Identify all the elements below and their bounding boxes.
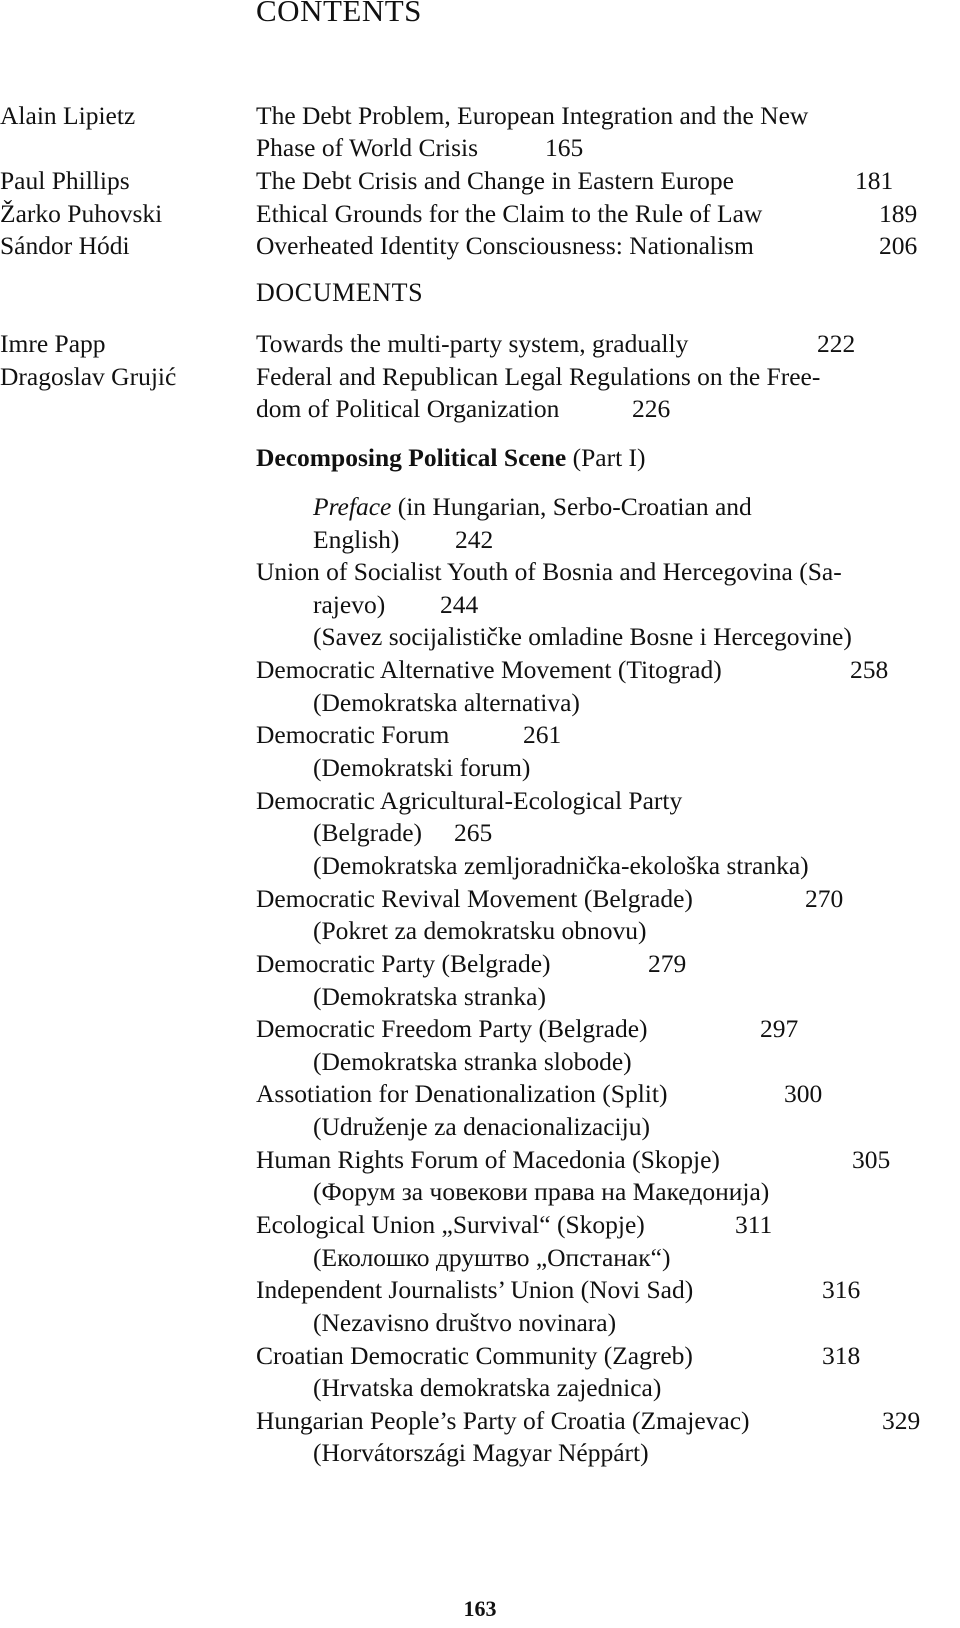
- party-page: 316: [822, 1275, 861, 1304]
- documents-heading: DOCUMENTS: [256, 278, 424, 307]
- party-original: (Nezavisno društvo novinara): [313, 1308, 617, 1337]
- party-name: Human Rights Forum of Macedonia (Skopje): [256, 1145, 720, 1174]
- document-page: 222: [817, 329, 856, 358]
- scene-title: Decomposing Political Scene: [256, 443, 567, 472]
- party-original: (Udruženje za denacionalizaciju): [313, 1112, 650, 1141]
- party-original: (Форум за човекови права на Македонија): [313, 1177, 770, 1206]
- document-author: Dragoslav Grujić: [0, 362, 177, 391]
- entry-page: 181: [855, 166, 894, 195]
- document-title: Towards the multi-party system, gradually: [256, 329, 689, 358]
- party-name: Democratic Revival Movement (Belgrade): [256, 884, 693, 913]
- page-number: 163: [463, 1596, 497, 1621]
- party-original: (Horvátországi Magyar Néppárt): [313, 1438, 649, 1467]
- party-original: (Demokratski forum): [313, 753, 531, 782]
- entry-title-cont: Phase of World Crisis: [256, 133, 479, 162]
- entry-page: 206: [879, 231, 918, 260]
- preface-line: [313, 490, 752, 523]
- party-page: 300: [784, 1079, 823, 1108]
- party-page: 297: [760, 1014, 799, 1043]
- party-original: (Hrvatska demokratska zajednica): [313, 1373, 662, 1402]
- party-name: Democratic Freedom Party (Belgrade): [256, 1014, 648, 1043]
- party-page: 261: [523, 720, 562, 749]
- party-original: (Еколошко друштво „Опстанак“): [313, 1243, 671, 1272]
- party-name: Democratic Alternative Movement (Titograd): [256, 655, 722, 684]
- preface-text: (in Hungarian, Serbo-Croatian and: [397, 492, 752, 521]
- party-name: Independent Journalists’ Union (Novi Sad): [256, 1275, 694, 1304]
- party-name-cont: rajevo): [313, 590, 386, 619]
- party-name: Democratic Agricultural-Ecological Party: [256, 786, 683, 815]
- entry-author: Žarko Puhovski: [0, 199, 163, 228]
- preface-label: Preface: [313, 492, 392, 521]
- party-original: (Demokratska alternativa): [313, 688, 580, 717]
- party-name: Democratic Forum: [256, 720, 450, 749]
- party-original: (Demokratska stranka slobode): [313, 1047, 632, 1076]
- document-title-cont: dom of Political Organization: [256, 394, 560, 423]
- entry-author: Alain Lipietz: [0, 101, 136, 130]
- page-title: CONTENTS: [256, 0, 422, 28]
- party-name: Democratic Party (Belgrade): [256, 949, 551, 978]
- party-original: (Demokratska zemljoradnička-ekološka stranka): [313, 851, 809, 880]
- party-page: 279: [648, 949, 687, 978]
- party-page: 265: [454, 818, 493, 847]
- entry-author: Sándor Hódi: [0, 231, 130, 260]
- entry-title: The Debt Problem, European Integration and the New: [256, 101, 809, 130]
- document-title: Federal and Republican Legal Regulations on the Free-: [256, 362, 821, 391]
- document-page: 226: [632, 394, 671, 423]
- entry-title: Overheated Identity Consciousness: Nationalism: [256, 231, 754, 260]
- scene-part: (Part I): [572, 443, 646, 472]
- party-name: Croatian Democratic Community (Zagreb): [256, 1341, 693, 1370]
- party-name: Assotiation for Denationalization (Split): [256, 1079, 668, 1108]
- party-name: Union of Socialist Youth of Bosnia and Hercegovina (Sa-: [256, 557, 842, 586]
- party-original: (Demokratska stranka): [313, 982, 546, 1011]
- party-original: (Savez socijalističke omladine Bosne i Hercegovine): [313, 622, 852, 651]
- party-name: Hungarian People’s Party of Croatia (Zmajevac): [256, 1406, 750, 1435]
- document-author: Imre Papp: [0, 329, 106, 358]
- entry-title: Ethical Grounds for the Claim to the Rule of Law: [256, 199, 763, 228]
- party-page: 270: [805, 884, 844, 913]
- party-page: 329: [882, 1406, 921, 1435]
- party-page: 305: [852, 1145, 891, 1174]
- entry-title: The Debt Crisis and Change in Eastern Europe: [256, 166, 735, 195]
- party-page: 258: [850, 655, 889, 684]
- entry-author: Paul Phillips: [0, 166, 130, 195]
- party-page: 318: [822, 1341, 861, 1370]
- party-page: 311: [735, 1210, 773, 1239]
- preface-line-cont: English): [313, 525, 400, 554]
- entry-page: 189: [879, 199, 918, 228]
- party-original: (Pokret za demokratsku obnovu): [313, 916, 647, 945]
- party-page: 244: [440, 590, 479, 619]
- preface-page: 242: [455, 525, 494, 554]
- party-name: Ecological Union „Survival“ (Skopje): [256, 1210, 645, 1239]
- scene-heading: [256, 441, 646, 474]
- entry-page: 165: [545, 133, 584, 162]
- party-name-cont: (Belgrade): [313, 818, 423, 847]
